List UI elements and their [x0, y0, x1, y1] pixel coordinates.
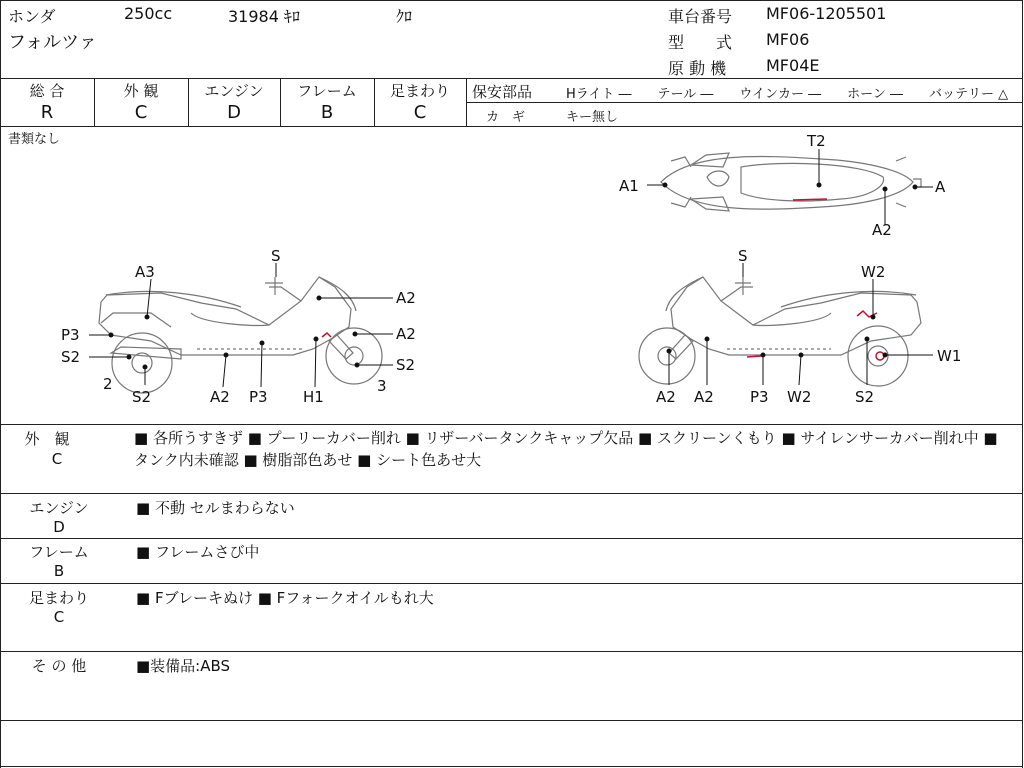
grade-overall-value: R — [40, 102, 54, 123]
displacement: 250cc — [124, 4, 173, 23]
key-label: カ ギ — [486, 110, 526, 125]
label-p3-l: P3 — [61, 326, 80, 344]
grade-engine-label: エンジン — [204, 82, 264, 100]
label-p3-r: P3 — [750, 388, 769, 406]
label-a: A — [935, 178, 946, 196]
section-other-text: ■装備品:ABS — [136, 657, 231, 675]
section-frame-grade: B — [53, 562, 65, 580]
section-exterior-text: ■ 各所うすきず ■ プーリーカバー削れ ■ リザーバータンクキャップ欠品 ■ スクリーンくもり ■ サイレンサーカバー削れ中 ■ タンク内未確認 ■ 樹脂部色あせ ■ シート色あせ大 — [134, 429, 998, 469]
engine-model-label: 原 動 機 — [668, 59, 727, 78]
section-exterior-grade: C — [51, 450, 63, 468]
label-a2-r1: A2 — [656, 388, 676, 406]
grade-overall-label: 総 合 — [29, 82, 65, 100]
frame-no-label: 車台番号 — [668, 7, 733, 26]
section-frame-text: ■ フレームさび中 — [136, 543, 260, 561]
grade-frame-value: B — [320, 102, 334, 123]
safety-label: 保安部品 — [472, 83, 533, 101]
label-a2-l2: A2 — [396, 325, 416, 343]
section-engine-title: エンジン — [29, 499, 89, 517]
grade-engine-value: D — [227, 102, 241, 123]
left-rear-wheel — [112, 333, 172, 393]
key-value: キー無し — [566, 110, 619, 125]
section-engine-grade: D — [53, 518, 65, 536]
label-w1: W1 — [937, 347, 962, 365]
grade-exterior-value: C — [134, 102, 148, 123]
section-suspension-grade: C — [53, 608, 65, 626]
model-name: フォルツァ — [8, 32, 97, 53]
label-s2-lr: S2 — [396, 356, 416, 374]
section-suspension-text: ■ Fブレーキぬけ ■ Fフォークオイルもれ大 — [136, 589, 434, 607]
top-view-body — [661, 157, 913, 210]
section-exterior-title: 外 観 — [24, 430, 70, 448]
label-num2: 2 — [103, 375, 113, 393]
grade-exterior-label: 外 観 — [123, 82, 159, 100]
label-s-right: S — [738, 247, 748, 265]
label-t2: T2 — [807, 132, 826, 150]
label-num3: 3 — [377, 377, 387, 395]
mileage: 31984 ｷﾛ — [228, 7, 300, 26]
section-frame-title: フレーム — [29, 543, 89, 561]
type-label: 型 式 — [668, 33, 733, 52]
section-suspension-title: 足まわり — [28, 589, 89, 607]
label-a2-lb: A2 — [210, 388, 230, 406]
section-engine-text: ■ 不動 セルまわらない — [136, 499, 295, 517]
label-a2-r2: A2 — [694, 388, 714, 406]
maker: ホンダ — [8, 7, 56, 26]
label-s2-l: S2 — [61, 348, 81, 366]
label-h1: H1 — [303, 388, 324, 406]
safety-items: Hライト ― テール ― ウインカー ― ホーン ― バッテリー △ — [566, 87, 1009, 102]
label-p3-lb: P3 — [249, 388, 268, 406]
body-color: ｸﾛ — [396, 7, 413, 26]
label-s2-rb: S2 — [855, 388, 875, 406]
label-w2-r: W2 — [861, 263, 886, 281]
documents-note: 書類なし — [8, 132, 61, 147]
section-other-title: そ の 他 — [31, 657, 87, 675]
grade-suspension-label: 足まわり — [389, 82, 450, 100]
label-a2-l1: A2 — [396, 289, 416, 307]
grade-suspension-value: C — [413, 102, 427, 123]
damage-diagram — [1, 127, 1021, 423]
left-body — [99, 277, 351, 355]
label-s2-lb: S2 — [132, 388, 152, 406]
label-a3: A3 — [135, 263, 155, 281]
right-rear-wheel — [848, 326, 908, 386]
label-a2-top: A2 — [872, 221, 892, 239]
label-a1: A1 — [619, 177, 639, 195]
right-body — [671, 277, 921, 355]
type-value: MF06 — [766, 30, 810, 49]
grade-frame-label: フレーム — [297, 82, 357, 100]
label-s-left: S — [271, 247, 281, 265]
frame-no: MF06-1205501 — [766, 4, 887, 23]
engine-model: MF04E — [766, 56, 820, 75]
label-w2-rb: W2 — [787, 388, 812, 406]
